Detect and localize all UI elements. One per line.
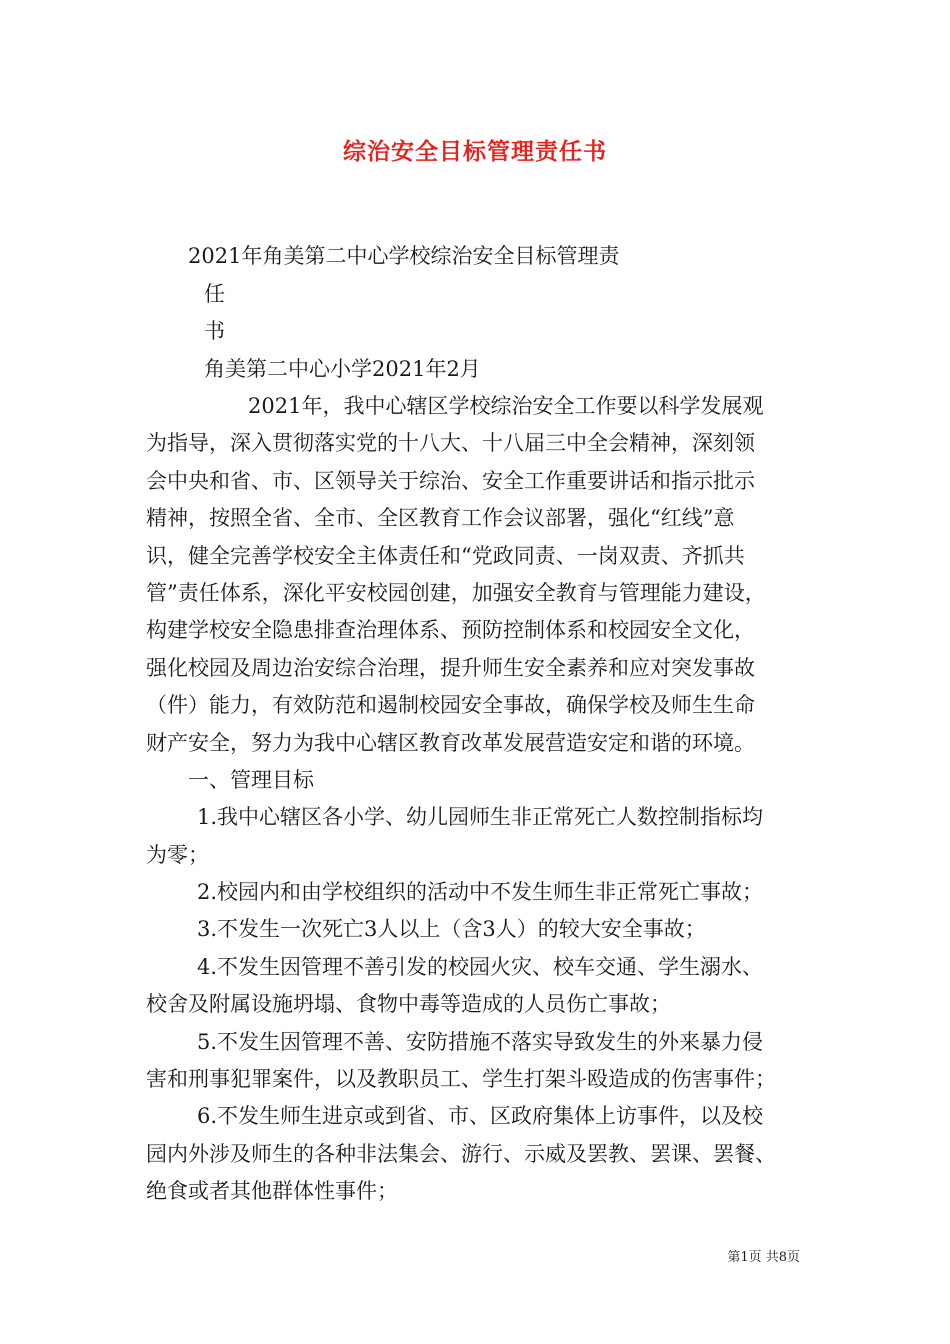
text-line: 精神，按照全省、全市、全区教育工作会议部署，强化“红线”意: [146, 506, 735, 530]
text-line: 2021年，我中心辖区学校综治安全工作要以科学发展观: [248, 394, 764, 418]
document-title: 综治安全目标管理责任书: [343, 138, 607, 165]
text-line: 3.不发生一次死亡3人以上（含3人）的较大安全事故；: [197, 917, 706, 941]
section-heading: 一、管理目标: [188, 768, 314, 792]
text-line: 2.校园内和由学校组织的活动中不发生师生非正常死亡事故；: [197, 880, 764, 904]
text-line: 为指导，深入贯彻落实党的十八大、十八届三中全会精神，深刻领: [146, 431, 755, 455]
page-number: 第1页 共8页: [727, 1250, 800, 1265]
text-line: 2021年角美第二中心学校综治安全目标管理责: [188, 244, 620, 268]
text-line: 校舍及附属设施坍塌、食物中毒等造成的人员伤亡事故；: [146, 992, 671, 1016]
text-line: 强化校园及周边治安综合治理，提升师生安全素养和应对突发事故: [146, 656, 755, 680]
text-line: 管”责任体系，深化平安校园创建，加强安全教育与管理能力建设，: [146, 581, 766, 605]
text-line: 构建学校安全隐患排查治理体系、预防控制体系和校园安全文化，: [146, 618, 755, 642]
text-line: 角美第二中心小学2021年2月: [204, 357, 481, 381]
text-line: 识，健全完善学校安全主体责任和“党政同责、一岗双责、齐抓共: [146, 544, 745, 568]
text-line: 书: [204, 319, 225, 343]
text-line: 为零；: [146, 843, 209, 867]
text-line: 任: [204, 282, 225, 306]
text-line: 4.不发生因管理不善引发的校园火灾、校车交通、学生溺水、: [197, 955, 764, 979]
text-line: 会中央和省、市、区领导关于综治、安全工作重要讲话和指示批示: [146, 469, 755, 493]
text-line: 财产安全，努力为我中心辖区教育改革发展营造安定和谐的环境。: [146, 731, 755, 755]
text-line: 1.我中心辖区各小学、幼儿园师生非正常死亡人数控制指标均: [197, 805, 764, 829]
text-line: 绝食或者其他群体性事件；: [146, 1179, 398, 1203]
text-line: 害和刑事犯罪案件，以及教职员工、学生打架斗殴造成的伤害事件；: [146, 1067, 776, 1091]
text-line: 5.不发生因管理不善、安防措施不落实导致发生的外来暴力侵: [197, 1030, 764, 1054]
text-line: 6.不发生师生进京或到省、市、区政府集体上访事件，以及校: [197, 1104, 764, 1128]
text-line: （件）能力，有效防范和遏制校园安全事故，确保学校及师生生命: [146, 693, 755, 717]
text-line: 园内外涉及师生的各种非法集会、游行、示威及罢教、罢课、罢餐、: [146, 1142, 776, 1166]
